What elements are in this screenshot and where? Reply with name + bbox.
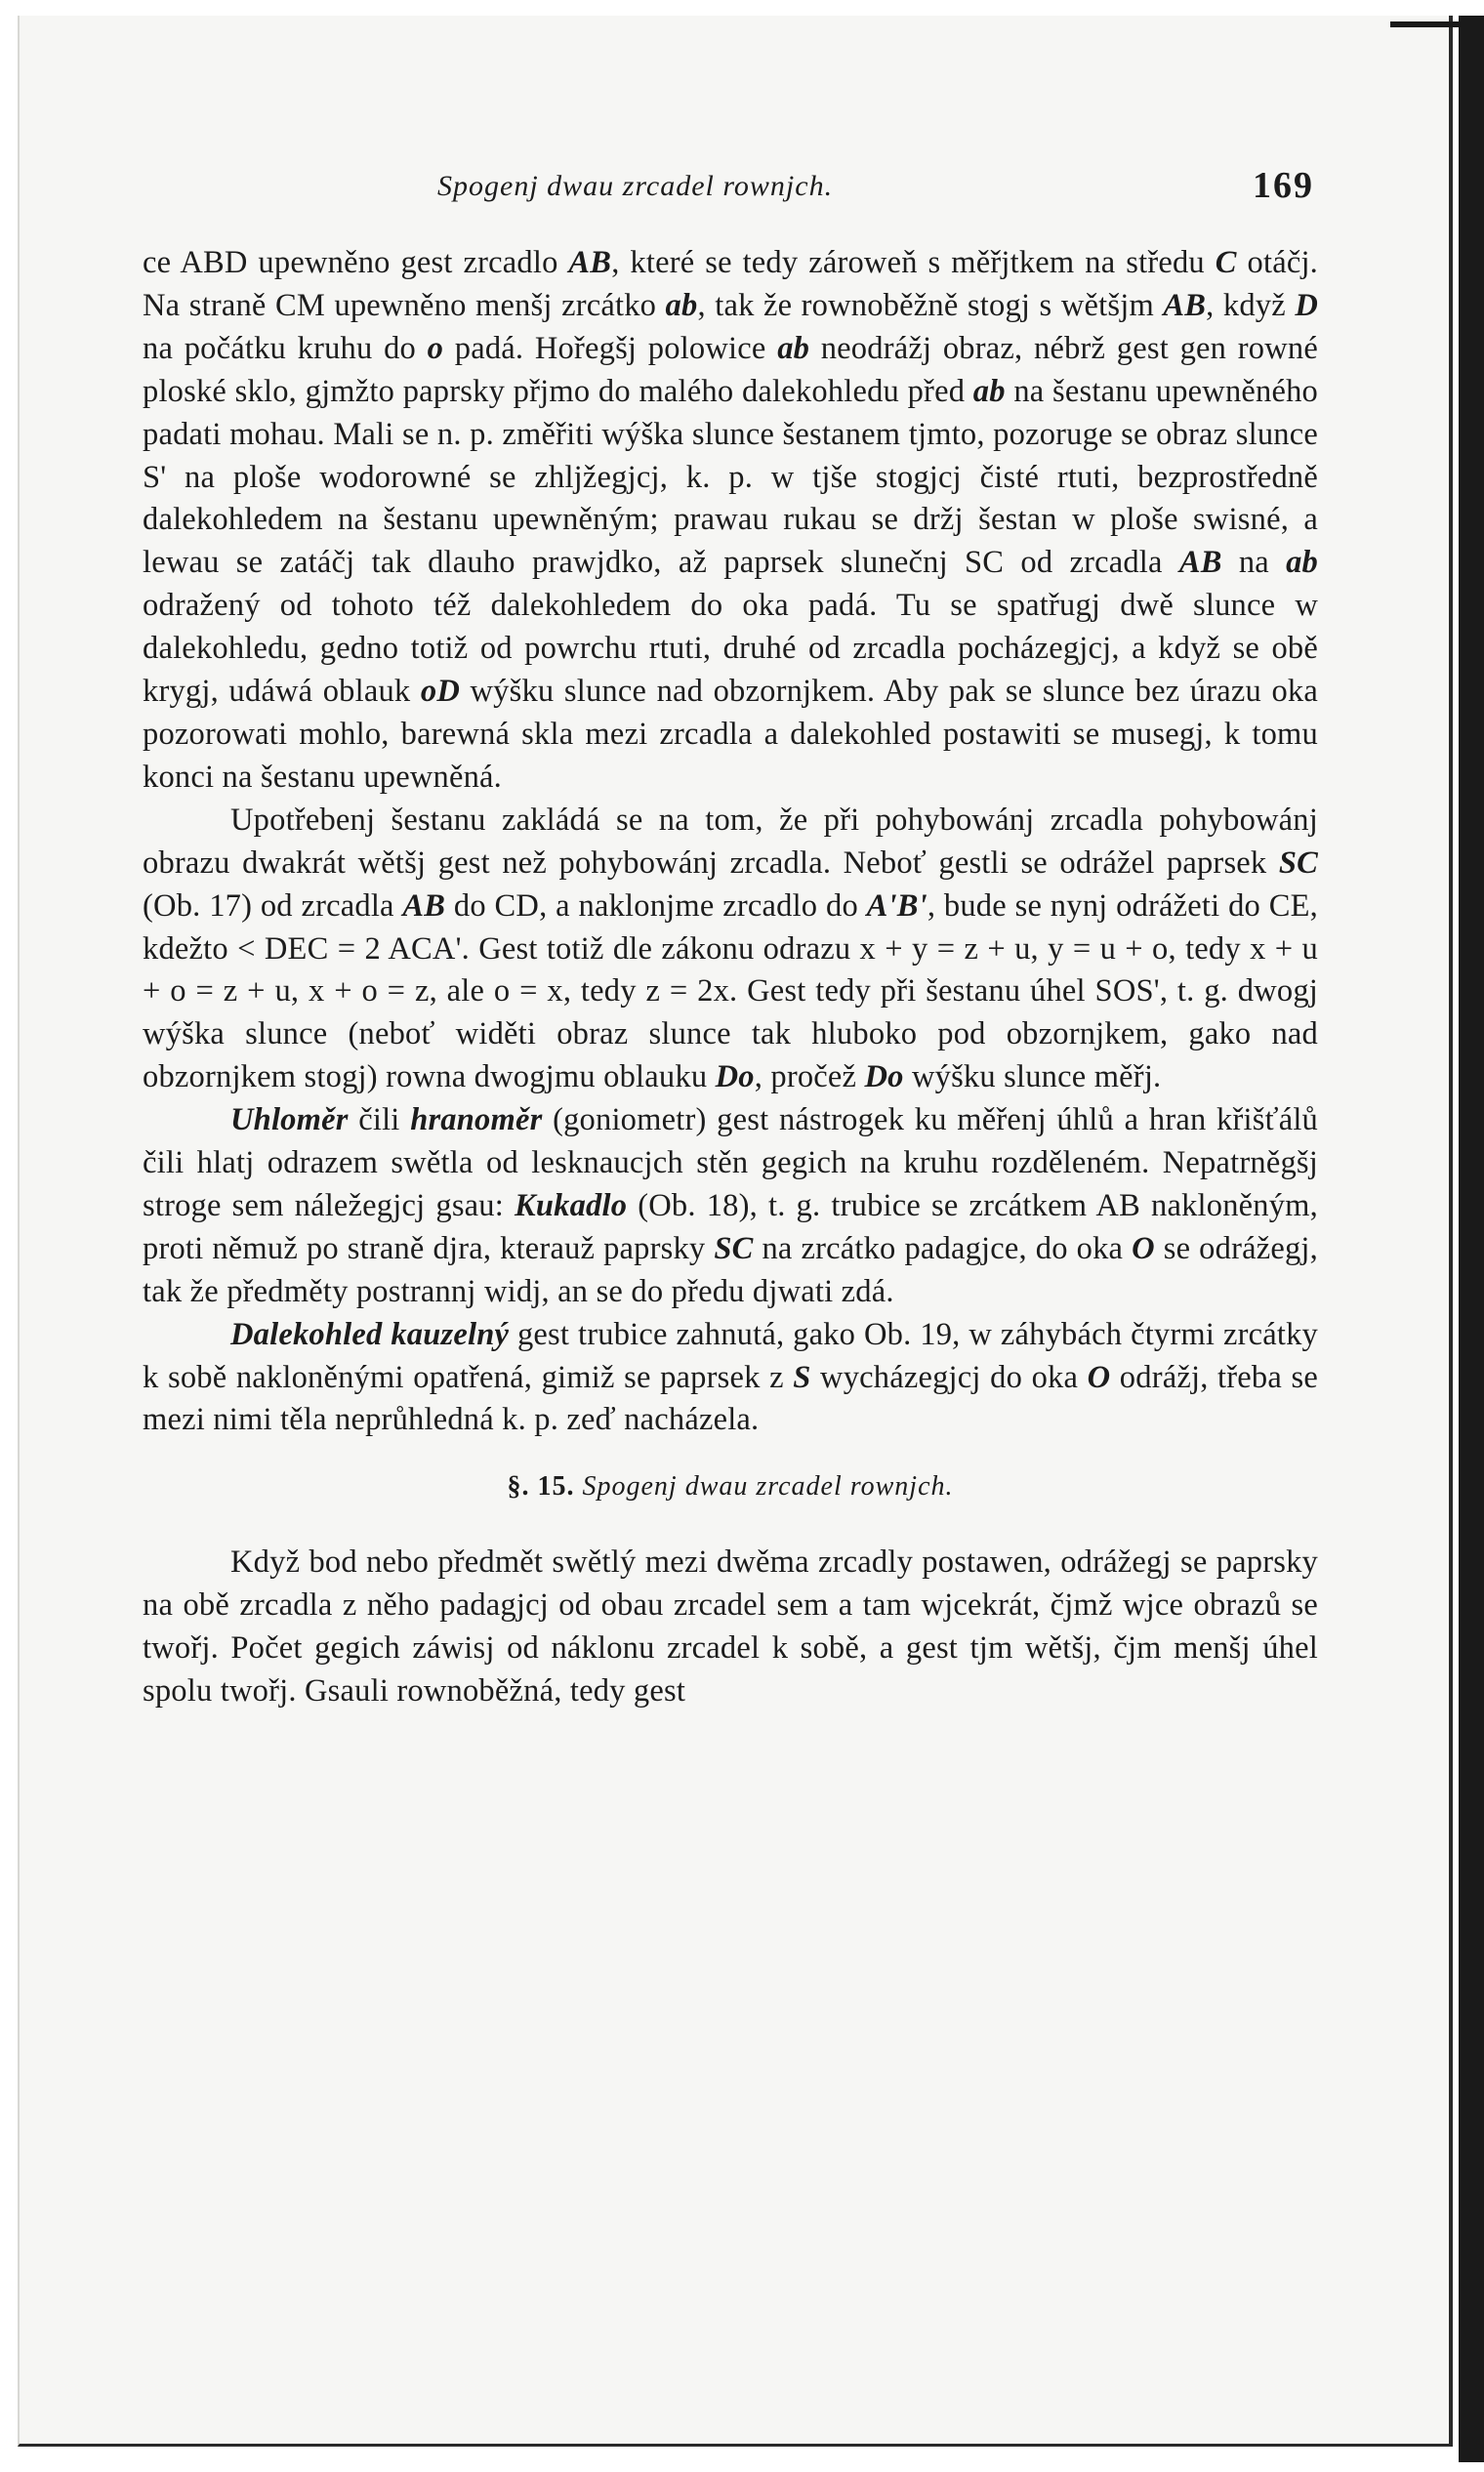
text-run: odrážj, třeba se mezi nimi těla neprůhledná k. p. zeď nacházela.	[143, 1359, 1318, 1438]
emphasis-text: Kukadlo	[515, 1187, 628, 1223]
text-run: , když	[1206, 287, 1296, 323]
text-run: do CD, a naklonjme zrcadlo do	[445, 887, 867, 924]
paragraph-p4	[143, 1314, 1318, 1443]
emphasis-text: S	[793, 1359, 811, 1395]
text-run: gest trubice zahnutá, gako Ob. 19, w záhybách čtyrmi zrcátky k sobě nakloněnými opatřená, gimiž se paprsek z	[143, 1316, 1319, 1395]
text-run: , které se tedy zároweň s měřjtkem na středu	[611, 245, 1216, 280]
paragraph-p3	[143, 1099, 1318, 1314]
text-run: (goniometr) gest nástrogek ku měřenj úhlů a hran křišťálů čili hlatj odrazem swětla od lesknaucjch stěn gegich na kruhu rozděleném. Nepatrněgšj stroge sem náležegjcj gsau:	[143, 1102, 1318, 1223]
emphasis-text: SC	[714, 1230, 754, 1266]
emphasis-text: ab	[972, 373, 1006, 409]
text-run: padá. Hořegšj polowice	[443, 330, 778, 366]
text-run: , pročež	[754, 1059, 865, 1095]
emphasis-text: AB	[402, 887, 446, 924]
emphasis-text: O	[1132, 1230, 1155, 1266]
text-run: , bude se nynj odrážeti do CE, kdežto < DEC = 2 ACA'. Gest totiž dle zákonu odrazu x + y = z + u, y = u + o, tedy x + u + o = z + u, x + o = z, ale o = x, tedy z = 2x. Gest tedy při šestanu úhel SOS', t. g. dwogj wýška slunce (neboť widěti obraz slunce tak hluboko pod obzornjkem, gako nad obzornjkem stogj) rowna dwogjmu oblauku	[143, 887, 1318, 1095]
text-run: otáčj. Na straně CM upewněno menšj zrcátko	[143, 245, 1319, 323]
emphasis-text: C	[1215, 245, 1237, 280]
scan-edge-mark	[1390, 21, 1459, 27]
emphasis-text: D	[1295, 287, 1318, 323]
text-run: Když bod nebo předmět swětlý mezi dwěma zrcadly postawen, odrážegj se paprsky na obě zrcadla z něho padagjcj od obau zrcadel sem a tam wjcekrát, čjmž wjce obrazů se twořj. Počet gegich záwisj od náklonu zrcadel k sobě, a gest tjm wětšj, čjm menšj úhel spolu twořj. Gsauli rownoběžná, tedy gest	[143, 1545, 1318, 1710]
text-run: ce ABD upewněno gest zrcadlo	[143, 245, 569, 280]
section-title: Spogenj dwau zrcadel rownjch.	[582, 1471, 954, 1503]
emphasis-text: o	[427, 330, 444, 366]
paragraph-p2	[143, 800, 1318, 1099]
text-run: wýšku slunce nad obzornjkem. Aby pak se slunce bez úrazu oka pozorowati mohlo, barewná skla mezi zrcadla a dalekohled postawiti se musegj, k tomu konci na šestanu upewněná.	[143, 674, 1318, 795]
emphasis-text: AB	[1163, 287, 1207, 323]
text-run: neodrážj obraz, nébrž gest gen rowné ploské sklo, gjmžto paprsky přjmo do malého dalekohledu před	[143, 330, 1318, 409]
text-run: na šestanu upewněného padati mohau. Mali se n. p. změřiti wýška slunce šestanem tjmto, pozoruge se obraz slunce S' na ploše wodorowné se zhljžegjcj, k. p. w tjše stogjcj čisté rtuti, bezprostředně dalekohledem na šestanu upewněným; prawau rukau se držj šestan w ploše swisné, a lewau se zatáčj tak dlauho prawjdko, až paprsek slunečnj SC od zrcadla	[143, 373, 1318, 581]
emphasis-text: SC	[1278, 845, 1318, 881]
emphasis-text: AB	[568, 245, 612, 280]
emphasis-text: O	[1087, 1359, 1111, 1395]
emphasis-text: A'B'	[866, 887, 928, 924]
scan-edge-shadow	[1459, 16, 1484, 2462]
paragraph-p5	[143, 1542, 1318, 1713]
text-run: odražený od tohoto též dalekohledem do oka padá. Tu se spatřugj dwě slunce w dalekohledu, gedno totiž od powrchu rtuti, druhé od zrcadla pocházegjcj, a když se obě krygj, udáwá oblauk	[143, 588, 1318, 710]
emphasis-text: ab	[1286, 545, 1318, 581]
running-title: Spogenj dwau zrcadel rownjch.	[437, 170, 834, 202]
text-run: čili	[348, 1102, 411, 1138]
text-run: (Ob. 17) od zrcadla	[143, 887, 403, 924]
emphasis-text: ab	[777, 330, 810, 366]
text-run: Upotřebenj šestanu zakládá se na tom, že při pohybowánj zrcadla pohybowánj obrazu dwakrát wětšj gest než pohybowánj zrcadla. Neboť gestli se odrážel paprsek	[143, 802, 1318, 881]
section-heading	[143, 1471, 1318, 1503]
running-head	[144, 164, 1314, 213]
text-run: wýšku slunce měřj.	[903, 1059, 1162, 1095]
text-run: na zrcátko padagjce, do oka	[753, 1230, 1133, 1266]
emphasis-text: Dalekohled kauzelný	[230, 1316, 510, 1352]
paragraph-p1	[143, 242, 1318, 800]
emphasis-text: AB	[1178, 545, 1222, 581]
text-run: (Ob. 18), t. g. trubice se zrcátkem AB nakloněným, proti němuž po straně djra, kterauž paprsky	[143, 1187, 1318, 1266]
body-text	[143, 242, 1318, 1713]
text-run: na	[1221, 545, 1287, 581]
emphasis-text: ab	[665, 287, 698, 323]
text-run: wycházegjcj do oka	[810, 1359, 1088, 1395]
emphasis-text: Do	[715, 1059, 755, 1095]
page-number: 169	[1253, 165, 1314, 206]
text-run: se odrážegj, tak že předměty postrannj widj, an se do předu djwati zdá.	[143, 1230, 1318, 1309]
emphasis-text: hranoměr	[410, 1102, 543, 1138]
emphasis-text: oD	[420, 674, 461, 710]
text-run: na počátku kruhu do	[143, 330, 428, 366]
section-number: §. 15.	[507, 1471, 575, 1503]
emphasis-text: Uhloměr	[230, 1102, 349, 1138]
text-run: , tak že rownoběžně stogj s wětšjm	[697, 287, 1164, 323]
emphasis-text: Do	[864, 1059, 904, 1095]
